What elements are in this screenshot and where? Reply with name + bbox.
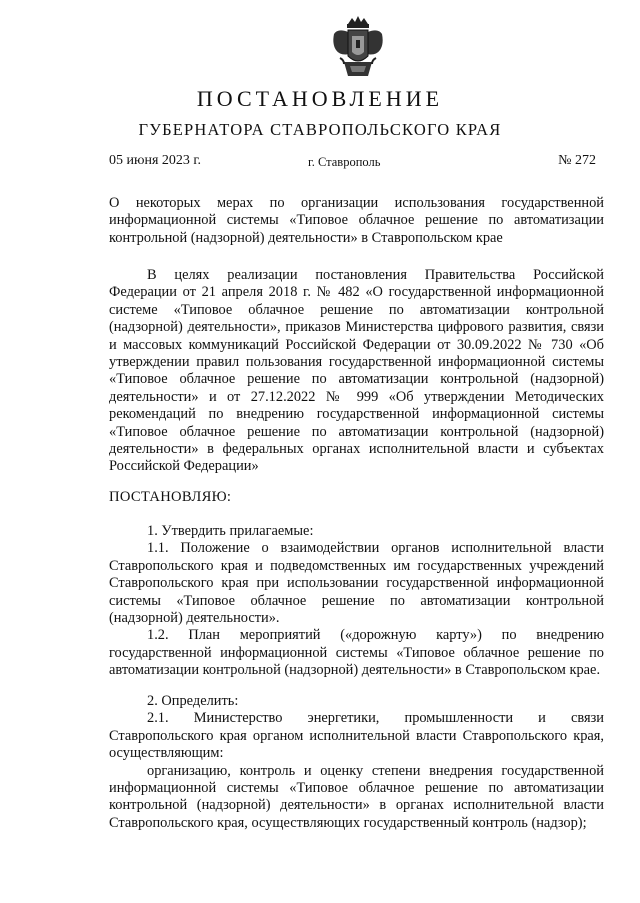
items-section-2 [109, 693, 604, 832]
item-1: 1. Утвердить прилагаемые: [147, 523, 314, 539]
item-2-1-a: организацию, контроль и оценку степени внедрения государственной информационной системы «Типовое облачное решение по автоматизации контрольной (надзорной) деятельности» в органах исполнительной власти Ставропольского края, осуществляющих государственный контроль (надзор); [109, 762, 604, 831]
item-2-1: 2.1. Министерство энергетики, промышленности и связи Ставропольского края органом исполнительной власти Ставропольского края, осуществляющим: [109, 710, 604, 762]
preamble-text: В целях реализации постановления Правительства Российской Федерации от 21 апреля 2018 г. № 482 «О государственной информационной системе «Типовое облачное решение по автоматизации контрольной (надзорной) деятельности», приказов Министерства цифрового развития, связи и массовых коммуникаций Российской Федерации от 30.09.2022 № 730 «Об утверждении правил пользования государственной информационной системы «Типовое облачное решение по автоматизации контрольной (надзорной) деятельности» и от 27.12.2022 № 999 «Об утверждении Методических рекомендаций по внедрению государственной информационной системы «Типовое облачное решение по автоматизации контрольной (надзорной) деятельности» в федеральных органах исполнительной власти и субъектах Российской Федерации» [109, 267, 604, 475]
document-title: ПОСТАНОВЛЕНИЕ [196, 86, 444, 111]
coat-of-arms-emblem [330, 14, 386, 84]
document-subject [109, 195, 604, 247]
document-number: № 272 [558, 153, 596, 168]
items-section-1 [109, 523, 604, 680]
item-1-2: 1.2. План мероприятий («дорожную карту») по внедрению государственной информационной системы «Типовое облачное решение по автоматизации контрольной (надзорной) деятельности» в Ставропольском крае. [109, 627, 604, 679]
item-1-1: 1.1. Положение о взаимодействии органов исполнительной власти Ставропольского края и подведомственных им государственных учреждений Ставропольского края при использовании государственной информационной системы «Типовое облачное решение по автоматизации контрольной (надзорной) деятельности». [109, 540, 604, 627]
document-issuer: ГУБЕРНАТОРА СТАВРОПОЛЬСКОГО КРАЯ [138, 120, 502, 139]
preamble-block [109, 267, 604, 476]
decree-word: ПОСТАНОВЛЯЮ: [109, 489, 232, 505]
document-date: 05 июня 2023 г. [109, 153, 202, 168]
subject-text: О некоторых мерах по организации использования государственной информационной системы «Типовое облачное решение по автоматизации контрольной (надзорной) деятельности» в Ставропольском крае [109, 195, 604, 246]
item-2: 2. Определить: [147, 693, 239, 709]
document-city: г. Ставрополь [308, 155, 381, 169]
